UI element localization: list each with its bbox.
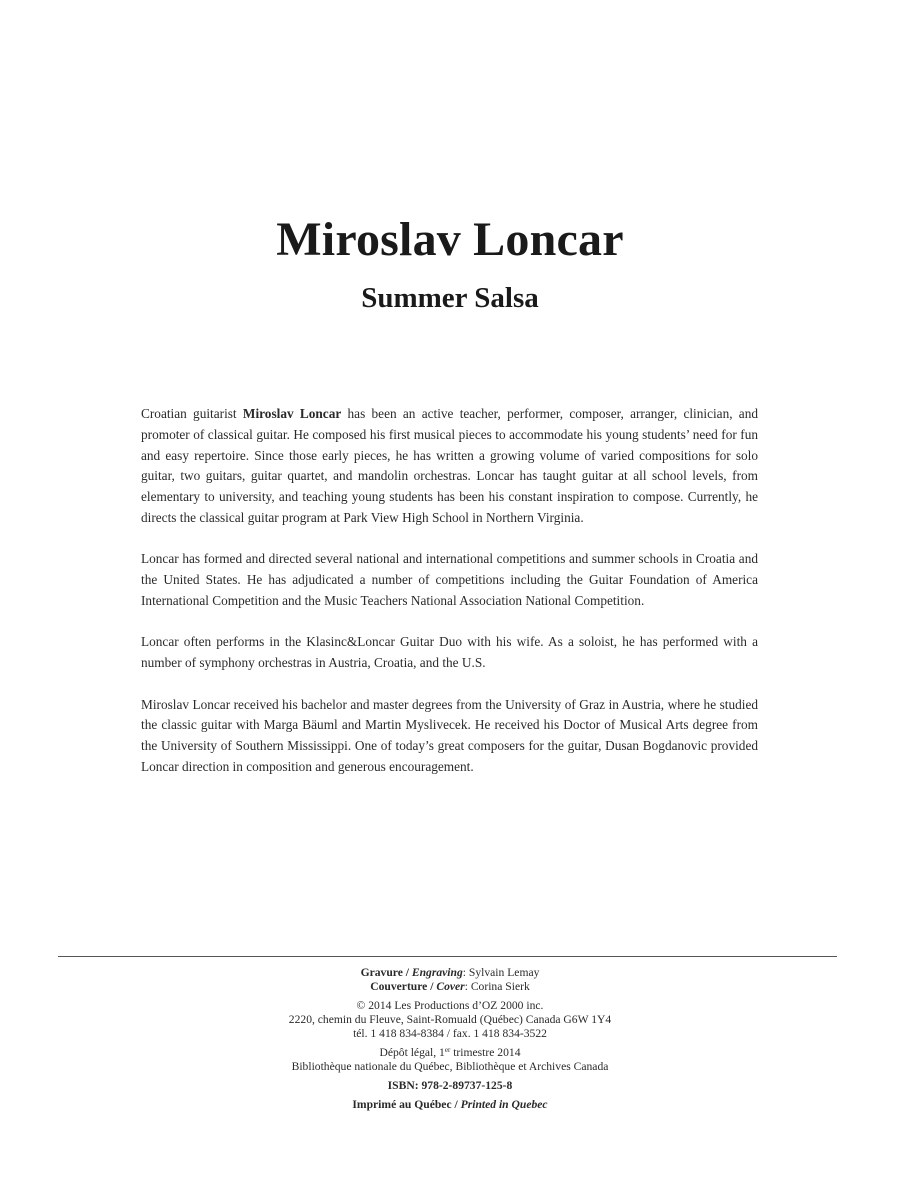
piece-title: Summer Salsa [361, 282, 539, 314]
author-name: Miroslav Loncar [276, 213, 624, 266]
engraving-label-en: Engraving [411, 966, 463, 979]
copyright-line: © 2014 Les Productions d’OZ 2000 inc. [356, 999, 544, 1012]
bio-p1-rest: has been an active teacher, performer, composer, arranger, clinician, and promoter of classical guitar. He composed his first musical pieces to accommodate his young students’ need for fun and easy repertoire. Since those early pieces, he has written a growing volume of varied compositions for solo guitar, two guitars, guitar quartet, and mandolin orchestras. Loncar has taught guitar at all school levels, from elementary to university, and teaching young students has been his constant inspiration to compose. Currently, he directs the classical guitar program at Park View High School in Northern Virginia. [141, 406, 759, 525]
printed-line [0, 1098, 900, 1112]
engraving-name: : Sylvain Lemay [462, 966, 540, 979]
engraving-label-fr: Gravure / [360, 966, 412, 979]
publisher-address: 2220, chemin du Fleuve, Saint-Romuald (Québec) Canada G6W 1Y4 [288, 1013, 612, 1026]
bio-paragraph-3: Loncar often performs in the Klasinc&Loncar Guitar Duo with his wife. As a soloist, he has performed with a number of symphony orchestras in Austria, Croatia, and the U.S. [141, 634, 758, 671]
publisher-phone: tél. 1 418 834-8384 / fax. 1 418 834-3522 [353, 1027, 547, 1040]
bio-p1-lead: Croatian guitarist [141, 406, 243, 421]
bio-paragraph-1 [141, 404, 758, 529]
divider-rule [58, 956, 837, 957]
depot-sup: er [444, 1046, 451, 1054]
depot-lead: Dépôt légal, 1 [379, 1046, 445, 1059]
isbn-line: ISBN: 978-2-89737-125-8 [387, 1079, 513, 1092]
credit-engraving [0, 966, 900, 980]
depot-rest: trimestre 2014 [450, 1046, 521, 1059]
bio-paragraph-2: Loncar has formed and directed several national and international competitions and summer schools in Croatia and the United States. He has adjudicated a number of competitions including the Guitar Foundation of America International Competition and the Music Teachers National Association National Competition. [141, 551, 758, 608]
cover-label-fr: Couverture / [370, 980, 437, 993]
legal-deposit [0, 1046, 900, 1060]
biography [141, 404, 758, 798]
credit-cover [0, 980, 900, 994]
cover-name: : Corina Sierk [464, 980, 530, 993]
printed-en: Printed in Quebec [460, 1098, 548, 1111]
cover-label-en: Cover [436, 980, 465, 993]
bio-p1-name: Miroslav Loncar [242, 406, 342, 421]
printed-fr: Imprimé au Québec / [352, 1098, 461, 1111]
bio-paragraph-4: Miroslav Loncar received his bachelor and master degrees from the University of Graz in Austria, where he studied the classic guitar with Marga Bäuml and Martin Myslivecek. He received his Doctor of Musical Arts degree from the University of Southern Mississippi. One of today’s great composers for the guitar, Dusan Bogdanovic provided Loncar direction in composition and generous encouragement. [141, 696, 758, 774]
library-line: Bibliothèque nationale du Québec, Bibliothèque et Archives Canada [291, 1060, 609, 1073]
credits-block [0, 966, 900, 1112]
